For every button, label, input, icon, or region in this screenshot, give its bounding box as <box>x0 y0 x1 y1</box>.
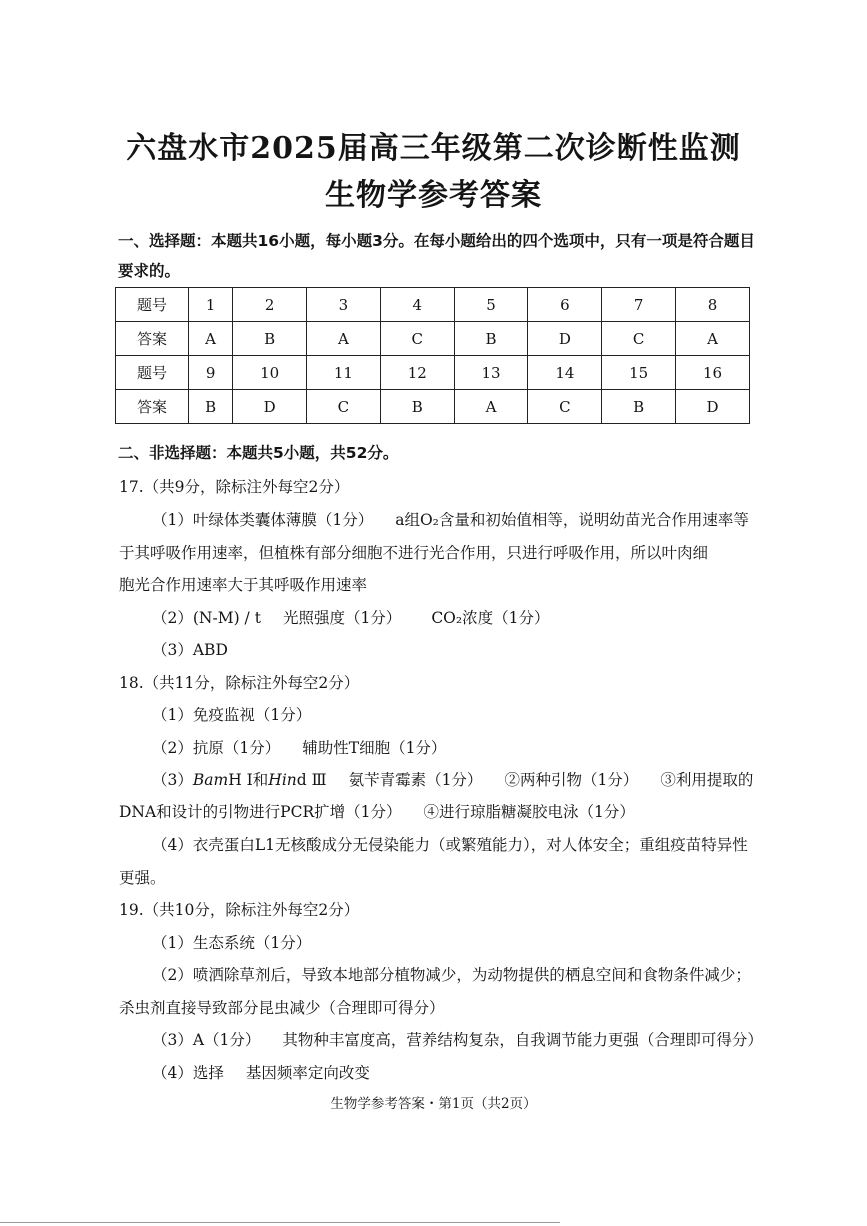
section-heading-choice: 一、选择题：本题共16小题，每小题3分。在每小题给出的四个选项中，只有一项是符合题目要求的。 <box>118 232 755 280</box>
table-row <box>116 356 750 390</box>
divider <box>0 1222 560 1223</box>
choice-answer-table <box>115 287 750 424</box>
table-cell: D <box>676 390 750 424</box>
answer-text: ④进行琼脂糖凝胶电泳（1分） <box>423 803 635 821</box>
table-cell: B <box>233 322 307 356</box>
question-17-answer-2 <box>152 606 549 628</box>
table-cell: 8 <box>676 288 750 322</box>
table-cell: 5 <box>454 288 528 322</box>
table-row <box>116 288 750 322</box>
table-cell: 7 <box>602 288 676 322</box>
question-17-answer-3: （3）ABD <box>152 641 228 659</box>
table-cell: C <box>602 322 676 356</box>
answer-text: 其物种丰富度高，营养结构复杂，自我调节能力更强（合理即可得分） <box>282 1031 763 1049</box>
question-18-answer-4: （4）衣壳蛋白L1无核酸成分无侵染能力（或繁殖能力），对人体安全；重组疫苗特异性 <box>152 836 748 854</box>
row-label-question-number: 题号 <box>116 356 189 390</box>
answer-continuation <box>119 800 635 822</box>
question-19-answer-2: （2）喷洒除草剂后，导致本地部分植物减少，为动物提供的栖息空间和食物条件减少； <box>152 966 751 984</box>
enzyme-name-italic: Bam <box>192 771 229 789</box>
table-cell: 14 <box>528 356 602 390</box>
answer-text: （3）A（1分） <box>152 1031 261 1049</box>
question-19-heading: 19.（共10分，除标注外每空2分） <box>119 901 360 919</box>
answer-text: （2）(N-M) / t <box>152 609 261 627</box>
table-cell: 12 <box>380 356 454 390</box>
question-18-answer-2 <box>152 736 446 758</box>
answer-text: a组O₂含量和初始值相等，说明幼苗光合作用速率等 <box>395 511 749 529</box>
table-cell: B <box>602 390 676 424</box>
answer-text: CO₂浓度（1分） <box>431 609 550 627</box>
answer-text: （3） <box>152 771 193 789</box>
answer-text: （4）选择 <box>152 1064 224 1082</box>
table-cell: C <box>307 390 381 424</box>
table-cell: 13 <box>454 356 528 390</box>
answer-text: ②两种引物（1分） <box>504 771 639 789</box>
question-17-heading: 17.（共9分，除标注外每空2分） <box>119 478 350 496</box>
table-row <box>116 322 750 356</box>
question-18-answer-3 <box>152 768 753 790</box>
table-cell: 1 <box>189 288 233 322</box>
table-cell: C <box>380 322 454 356</box>
table-row <box>116 390 750 424</box>
enzyme-name-italic: Hin <box>268 771 297 789</box>
answer-continuation: 胞光合作用速率大于其呼吸作用速率 <box>119 576 368 594</box>
table-cell: D <box>233 390 307 424</box>
answer-text: 氨苄青霉素（1分） <box>348 771 483 789</box>
answer-text: （1）叶绿体类囊体薄膜（1分） <box>152 511 374 529</box>
table-cell: C <box>528 390 602 424</box>
answer-text: ③利用提取的 <box>660 771 754 789</box>
row-label-answer: 答案 <box>116 390 189 424</box>
table-cell: B <box>380 390 454 424</box>
table-cell: 16 <box>676 356 750 390</box>
page-subtitle: 生物学参考答案 <box>325 178 542 213</box>
answer-text: 光照强度（1分） <box>282 609 402 627</box>
question-17-answer-1 <box>152 508 749 530</box>
table-cell: D <box>528 322 602 356</box>
table-cell: 15 <box>602 356 676 390</box>
page-footer: 生物学参考答案・第1页（共2页） <box>330 1096 537 1112</box>
answer-text: 辅助性T细胞（1分） <box>302 739 447 757</box>
answer-continuation: 更强。 <box>119 869 166 887</box>
table-cell: B <box>454 322 528 356</box>
table-cell: 3 <box>307 288 381 322</box>
table-cell: B <box>189 390 233 424</box>
page-title: 六盘水市2025届高三年级第二次诊断性监测 <box>126 131 741 166</box>
table-cell: 6 <box>528 288 602 322</box>
question-19-answer-3 <box>152 1028 763 1050</box>
row-label-question-number: 题号 <box>116 288 189 322</box>
table-cell: 9 <box>189 356 233 390</box>
answer-text: DNA和设计的引物进行PCR扩增（1分） <box>119 803 402 821</box>
answer-text: d Ⅲ <box>296 771 327 789</box>
question-19-answer-4 <box>152 1061 370 1083</box>
table-cell: 2 <box>233 288 307 322</box>
table-cell: A <box>454 390 528 424</box>
answer-continuation: 杀虫剂直接导致部分昆虫减少（合理即可得分） <box>119 999 445 1017</box>
table-cell: A <box>307 322 381 356</box>
question-18-answer-1: （1）免疫监视（1分） <box>152 706 312 724</box>
question-18-heading: 18.（共11分，除标注外每空2分） <box>119 674 360 692</box>
table-cell: A <box>676 322 750 356</box>
answer-text: H Ⅰ和 <box>228 771 269 789</box>
table-cell: 10 <box>233 356 307 390</box>
answer-text: 基因频率定向改变 <box>245 1064 370 1082</box>
table-cell: 4 <box>380 288 454 322</box>
table-cell: 11 <box>307 356 381 390</box>
row-label-answer: 答案 <box>116 322 189 356</box>
answer-text: （2）抗原（1分） <box>152 739 281 757</box>
answer-continuation: 于其呼吸作用速率，但植株有部分细胞不进行光合作用，只进行呼吸作用，所以叶肉细 <box>119 544 709 562</box>
section-heading-nonchoice: 二、非选择题：本题共5小题，共52分。 <box>118 444 399 462</box>
question-19-answer-1: （1）生态系统（1分） <box>152 934 312 952</box>
table-cell: A <box>189 322 233 356</box>
